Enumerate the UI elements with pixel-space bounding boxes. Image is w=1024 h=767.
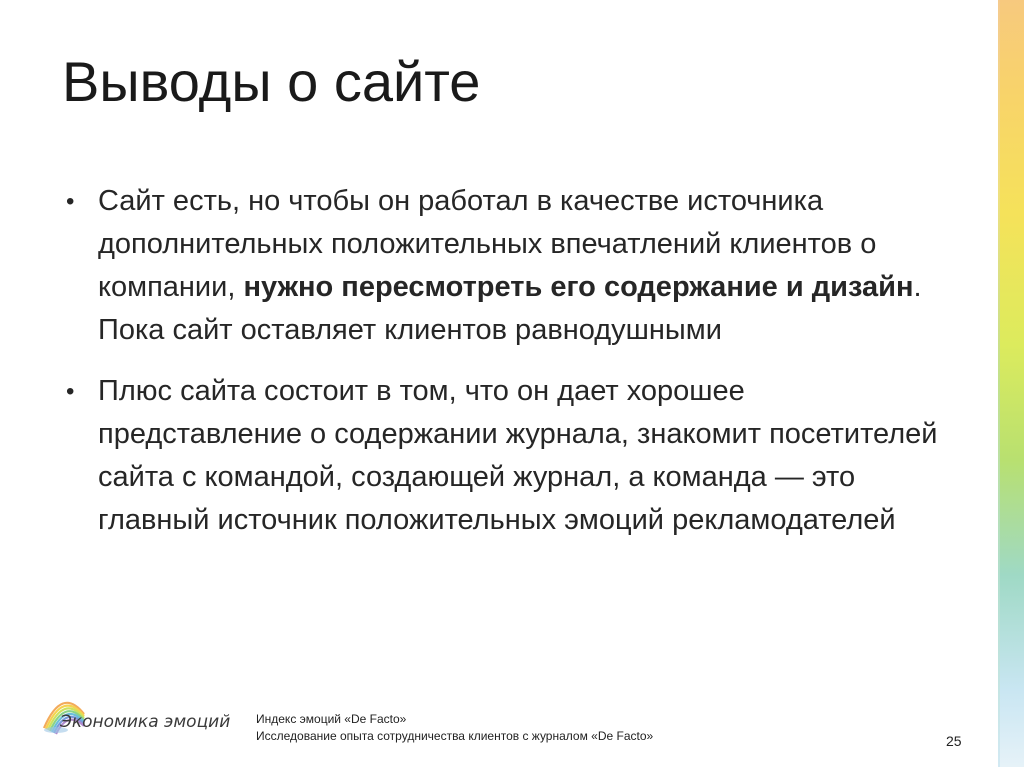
- page-number: 25: [946, 733, 962, 749]
- bullet-text-part: . Пока сайт оставляет клиентов равнодушными: [98, 271, 922, 346]
- bullet-list: [62, 180, 942, 560]
- bullet-dot: •: [66, 378, 75, 405]
- bullet-dot: •: [66, 188, 75, 215]
- bullet-item: [62, 180, 942, 352]
- bullet-text-part: Плюс сайта состоит в том, что он дает хорошее представление о содержании журнала, знакомит посетителей сайта с командой, создающей журнал, а команда — это главный источник положительных эмоций рекламодателей: [98, 375, 938, 536]
- rainbow-side-bar: [1000, 0, 1024, 767]
- rainbow-side-edge: [998, 0, 1000, 767]
- bullet-text-emphasis: нужно пересмотреть его содержание и дизайн: [243, 271, 914, 303]
- bullet-item: [62, 370, 942, 542]
- bullet-text-part: Сайт есть, но чтобы он работал в качестве источника дополнительных положительных впечатлений клиентов о компании,: [98, 185, 877, 303]
- footer-index-title: Индекс эмоций «De Facto»: [256, 712, 407, 726]
- footer-study-title: Исследование опыта сотрудничества клиентов с журналом «De Facto»: [256, 729, 654, 743]
- logo-text: Экономика эмоций: [60, 712, 231, 732]
- slide-title: Выводы о сайте: [62, 50, 481, 113]
